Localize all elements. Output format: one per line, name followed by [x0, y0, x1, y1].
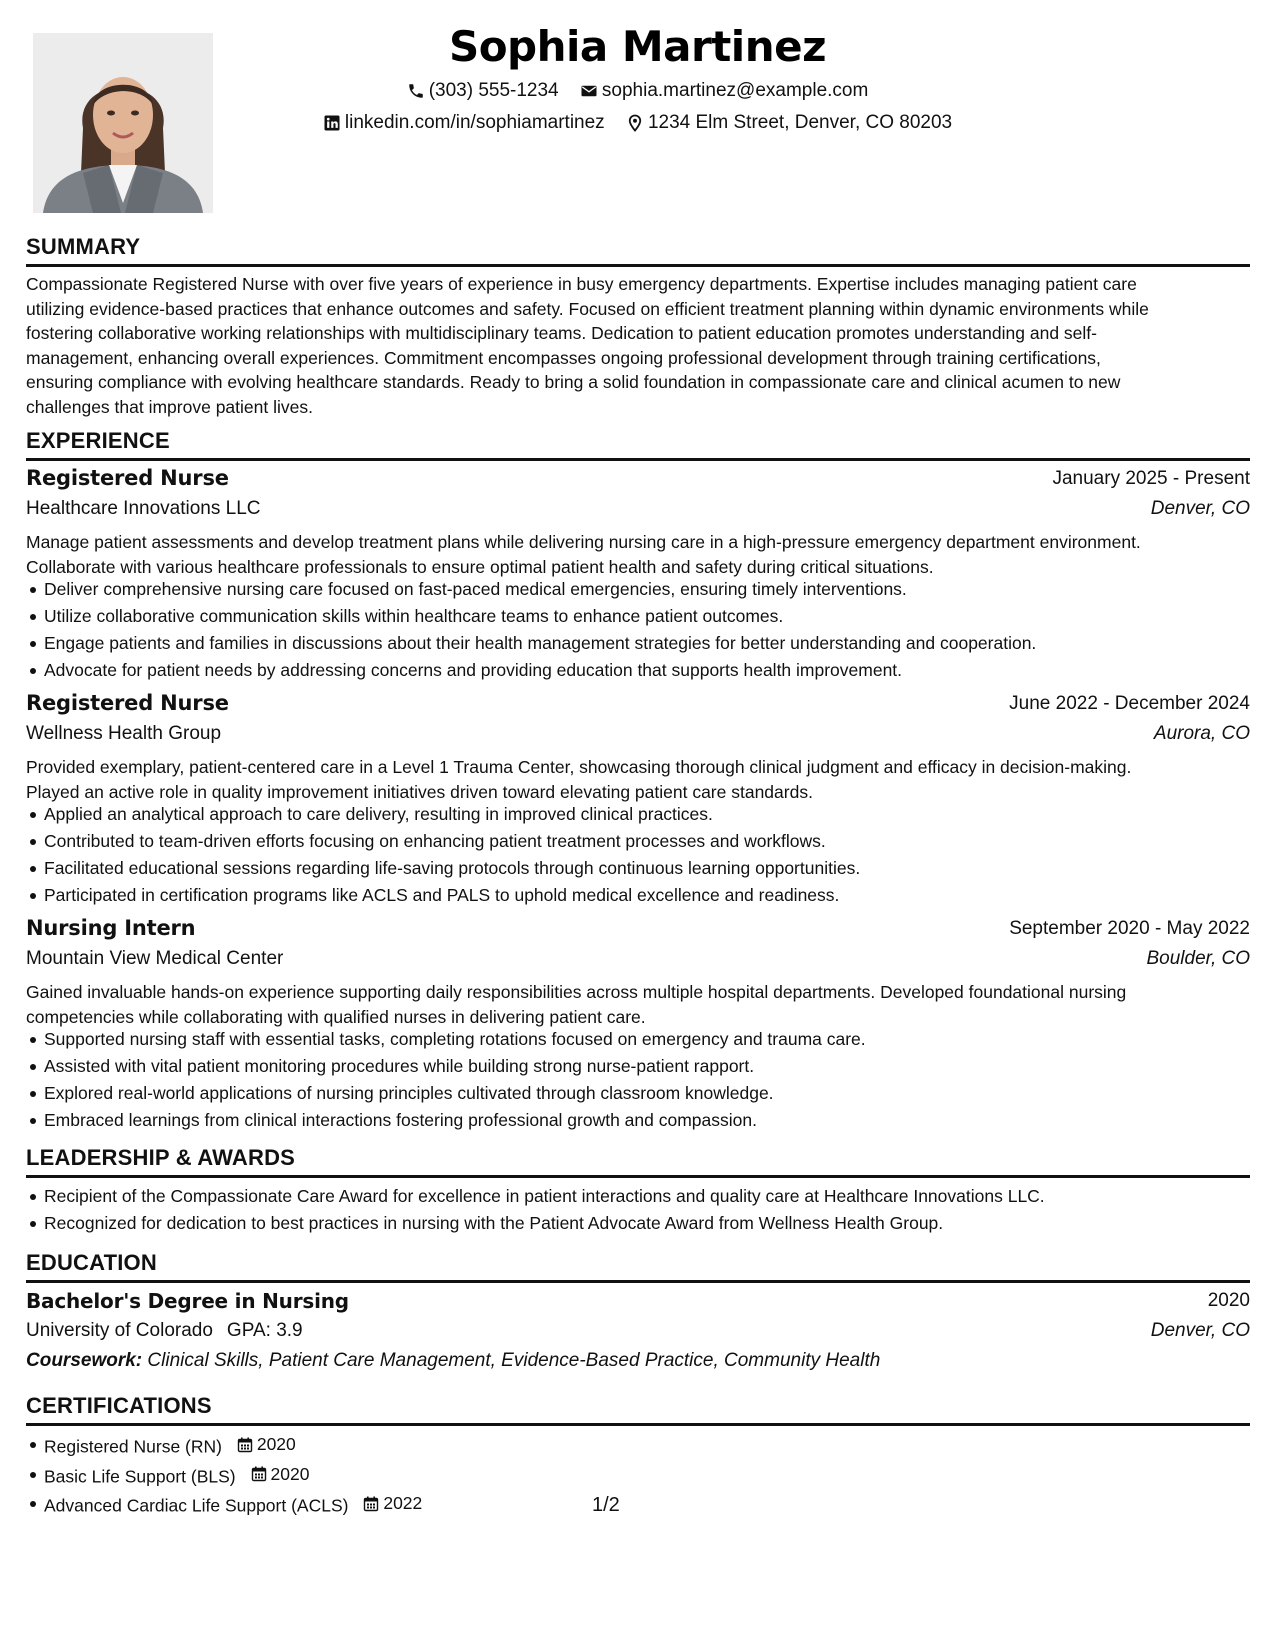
- job-description: [26, 980, 1256, 1029]
- job-bullets: [26, 801, 1256, 909]
- job-dates: January 2025 - Present: [1052, 468, 1250, 489]
- coursework-list: Clinical Skills, Patient Care Management, Evidence-Based Practice, Community Health: [147, 1350, 881, 1371]
- job-location: Boulder, CO: [1146, 948, 1250, 969]
- job-description-line: Manage patient assessments and develop treatment plans while delivering nursing care in a high-pressure emergency department environment.: [26, 532, 1141, 552]
- address-text: 1234 Elm Street, Denver, CO 80203: [647, 112, 953, 133]
- list-item: Utilize collaborative communication skills within healthcare teams to enhance patient outcomes.: [26, 603, 1256, 630]
- summary-line: ensuring compliance with evolving healthcare standards. Ready to bring a solid foundation in compassionate care and clinical acumen to new: [26, 372, 1121, 392]
- summary-line: management, enhancing overall experiences. Commitment encompasses ongoing professional development through training certifications,: [26, 347, 1101, 368]
- candidate-name: Sophia Martinez: [448, 22, 827, 71]
- section-title-leadership: LEADERSHIP & AWARDS: [26, 1145, 1250, 1178]
- certification-date: [363, 1490, 422, 1517]
- section-title-experience: EXPERIENCE: [26, 428, 1250, 461]
- email-contact[interactable]: [580, 80, 868, 102]
- certification-name: Registered Nurse (RN): [44, 1436, 222, 1457]
- phone-text: (303) 555-1234: [428, 80, 559, 101]
- coursework-line: [26, 1350, 880, 1372]
- coursework-label: Coursework:: [26, 1350, 143, 1371]
- linkedin-text[interactable]: linkedin.com/in/sophiamartinez: [344, 112, 605, 133]
- certification-name: Advanced Cardiac Life Support (ACLS): [44, 1495, 349, 1516]
- gpa: GPA: 3.9: [226, 1320, 303, 1341]
- certification-list: [26, 1431, 1256, 1520]
- linkedin-contact[interactable]: [323, 112, 605, 134]
- job-title: Nursing Intern: [26, 916, 196, 940]
- job-bullets: [26, 576, 1256, 684]
- job-company: Healthcare Innovations LLC: [26, 498, 261, 519]
- summary-line: utilizing evidence-based practices that enhance outcomes and safety. Focused on efficient treatment planning within dynamic environments while: [26, 298, 1149, 319]
- list-item: Facilitated educational sessions regarding life-saving protocols through continuous learning opportunities.: [26, 855, 1256, 882]
- page-number: 1/2: [592, 1494, 620, 1516]
- map-pin-icon: [626, 114, 644, 132]
- school-location: Denver, CO: [1150, 1320, 1250, 1341]
- award-bullets: [26, 1183, 1256, 1237]
- job-title: Registered Nurse: [26, 691, 229, 715]
- list-item: Recognized for dedication to best practices in nursing with the Patient Advocate Award from Wellness Health Group.: [26, 1210, 1256, 1237]
- certification-year: 2022: [383, 1493, 423, 1513]
- phone-icon: [407, 82, 425, 100]
- job-description-line: Played an active role in quality improvement initiatives driven toward elevating patient care standards.: [26, 781, 813, 802]
- school-name: University of Colorado: [26, 1320, 213, 1341]
- certification-item: [26, 1461, 1256, 1491]
- calendar-icon: [363, 1496, 379, 1512]
- list-item: Supported nursing staff with essential tasks, completing rotations focused on emergency and trauma care.: [26, 1026, 1256, 1053]
- section-title-summary: SUMMARY: [26, 234, 1250, 267]
- contact-row-1: [0, 80, 1275, 106]
- contact-row-2: [0, 112, 1275, 138]
- list-item: Advocate for patient needs by addressing concerns and providing education that supports health improvement.: [26, 657, 1256, 684]
- job-description: [26, 755, 1256, 804]
- job-description: [26, 530, 1256, 579]
- certification-date: [237, 1431, 296, 1458]
- job-title: Registered Nurse: [26, 466, 229, 490]
- list-item: Recipient of the Compassionate Care Award for excellence in patient interactions and quality care at Healthcare Innovations LLC.: [26, 1183, 1256, 1210]
- school-line: [26, 1320, 303, 1342]
- job-dates: September 2020 - May 2022: [1009, 918, 1250, 939]
- section-title-certifications: CERTIFICATIONS: [26, 1393, 1250, 1426]
- summary-line: Compassionate Registered Nurse with over five years of experience in busy emergency departments. Expertise includes managing patient care: [26, 274, 1137, 294]
- graduation-year: 2020: [1207, 1290, 1250, 1311]
- job-company: Mountain View Medical Center: [26, 948, 284, 969]
- job-company: Wellness Health Group: [26, 723, 222, 744]
- job-dates: June 2022 - December 2024: [1009, 693, 1250, 714]
- job-description-line: Collaborate with various healthcare professionals to ensure optimal patient health and safety during critical situations.: [26, 556, 934, 577]
- certification-year: 2020: [256, 1434, 296, 1454]
- address-contact: [626, 112, 952, 134]
- email-text[interactable]: sophia.martinez@example.com: [601, 80, 869, 101]
- job-location: Aurora, CO: [1153, 723, 1250, 744]
- job-location: Denver, CO: [1150, 498, 1250, 519]
- list-item: Explored real-world applications of nursing principles cultivated through classroom knowledge.: [26, 1080, 1256, 1107]
- degree-title: Bachelor's Degree in Nursing: [26, 1289, 349, 1313]
- job-description-line: Gained invaluable hands-on experience supporting daily responsibilities across multiple hospital departments. Developed foundational nursing: [26, 982, 1127, 1002]
- calendar-icon: [251, 1466, 267, 1482]
- section-title-education: EDUCATION: [26, 1250, 1250, 1283]
- envelope-icon: [580, 82, 598, 100]
- summary-line: fostering collaborative working relationships with multidisciplinary teams. Dedication to patient education promotes understanding and self-: [26, 323, 1097, 343]
- job-description-line: competencies while collaborating with qualified nurses in delivering patient care.: [26, 1006, 646, 1027]
- certification-item: [26, 1431, 1256, 1461]
- list-item: Engage patients and families in discussions about their health management strategies for better understanding and cooperation.: [26, 630, 1256, 657]
- summary-text: [26, 272, 1256, 419]
- list-item: Participated in certification programs like ACLS and PALS to uphold medical excellence and readiness.: [26, 882, 1256, 909]
- certification-name: Basic Life Support (BLS): [44, 1466, 236, 1486]
- linkedin-icon: [323, 114, 341, 132]
- list-item: Deliver comprehensive nursing care focused on fast-paced medical emergencies, ensuring timely interventions.: [26, 576, 1256, 603]
- summary-line: challenges that improve patient lives.: [26, 396, 313, 417]
- certification-year: 2020: [270, 1463, 310, 1484]
- job-description-line: Provided exemplary, patient-centered care in a Level 1 Trauma Center, showcasing thorough clinical judgment and efficacy in decision-making.: [26, 757, 1132, 777]
- certification-date: [251, 1461, 310, 1488]
- list-item: Contributed to team-driven efforts focusing on enhancing patient treatment processes and workflows.: [26, 828, 1256, 855]
- calendar-icon: [237, 1437, 253, 1453]
- job-bullets: [26, 1026, 1256, 1134]
- certification-item: [26, 1490, 1256, 1520]
- list-item: Assisted with vital patient monitoring procedures while building strong nurse-patient rapport.: [26, 1053, 1256, 1080]
- list-item: Applied an analytical approach to care delivery, resulting in improved clinical practices.: [26, 801, 1256, 828]
- phone-contact: [407, 80, 559, 102]
- list-item: Embraced learnings from clinical interactions fostering professional growth and compassion.: [26, 1107, 1256, 1134]
